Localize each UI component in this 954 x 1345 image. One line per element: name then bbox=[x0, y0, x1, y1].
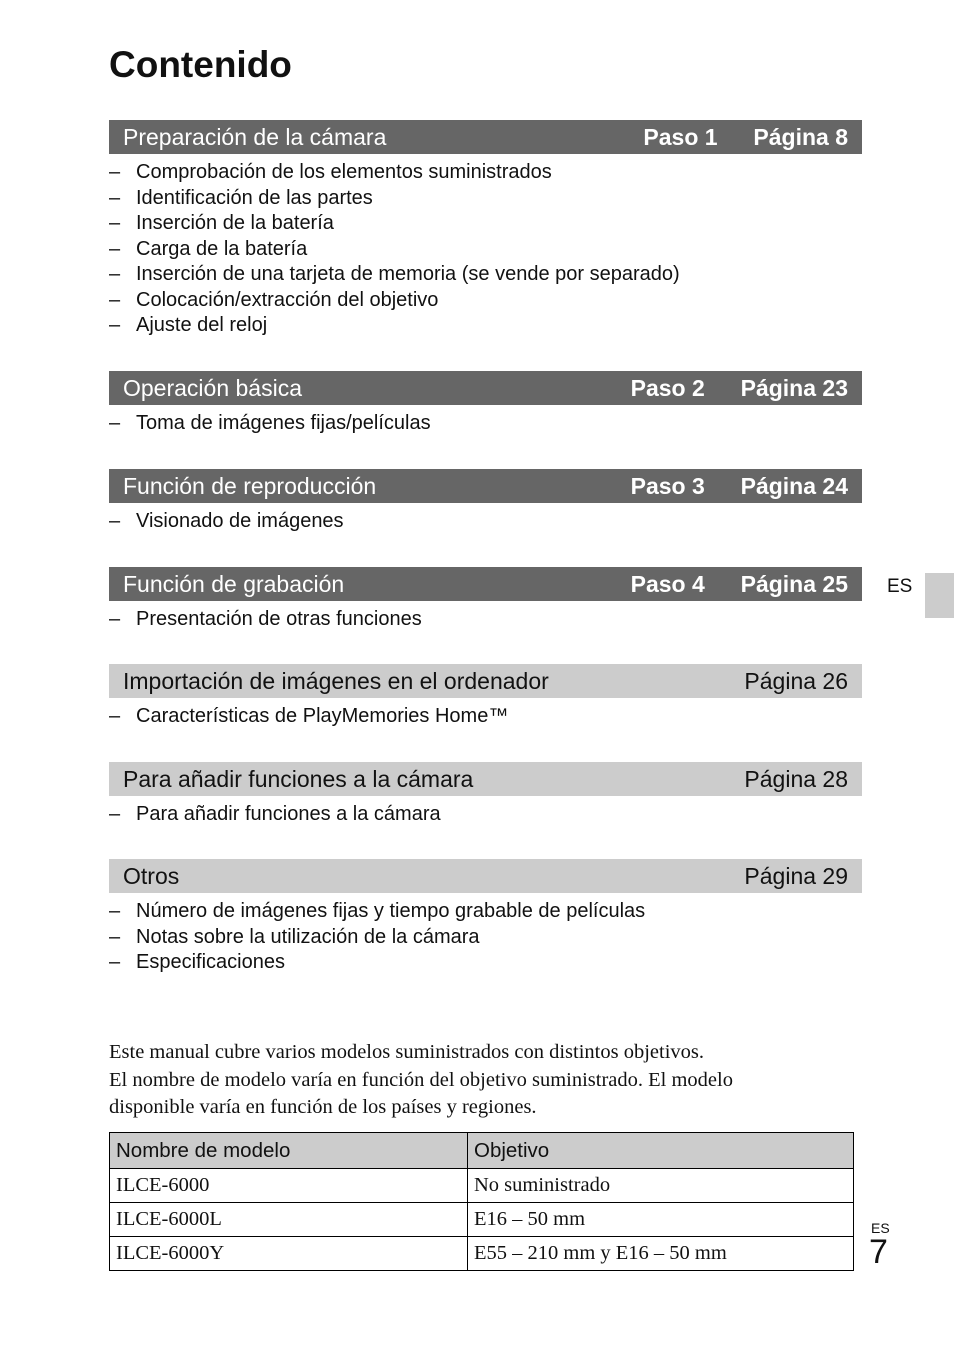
toc-section-funciones bbox=[109, 762, 862, 828]
dash: – bbox=[109, 314, 121, 336]
section-page: Página 28 bbox=[744, 765, 848, 792]
section-header bbox=[109, 469, 862, 503]
list-item-text: Inserción de la batería bbox=[136, 212, 334, 234]
dash: – bbox=[109, 288, 121, 311]
list-item-text: Comprobación de los elementos suministrados bbox=[136, 161, 552, 183]
language-side-tab bbox=[925, 573, 954, 618]
section-items bbox=[109, 899, 862, 976]
table-row bbox=[110, 1203, 854, 1237]
dash: – bbox=[109, 705, 121, 727]
table-header-cell: Objetivo bbox=[468, 1133, 854, 1169]
list-item bbox=[109, 237, 862, 263]
table-cell: ILCE-6000L bbox=[110, 1203, 468, 1237]
list-item-text: Para añadir funciones a la cámara bbox=[136, 803, 441, 825]
section-name: Operación básica bbox=[123, 374, 302, 401]
list-item bbox=[109, 925, 862, 951]
section-items bbox=[109, 704, 862, 730]
section-page: Página 29 bbox=[744, 862, 848, 889]
section-step: Paso 1 bbox=[643, 123, 718, 150]
list-item-text: Identificación de las partes bbox=[136, 186, 373, 209]
section-items bbox=[109, 411, 862, 437]
dash: – bbox=[109, 263, 121, 285]
dash: – bbox=[109, 186, 121, 209]
section-page: Página 26 bbox=[744, 667, 848, 694]
section-items bbox=[109, 802, 862, 828]
list-item bbox=[109, 313, 862, 339]
section-step: Paso 2 bbox=[630, 374, 705, 401]
list-item bbox=[109, 262, 862, 288]
note-line: El nombre de modelo varía en función del objetivo suministrado. El modelo bbox=[109, 1068, 733, 1091]
toc-section-operacion bbox=[109, 371, 862, 437]
note-line: disponible varía en función de los países y regiones. bbox=[109, 1096, 537, 1118]
toc-section-preparacion bbox=[109, 120, 862, 339]
section-header bbox=[109, 371, 862, 405]
dash: – bbox=[109, 925, 121, 948]
dash: – bbox=[109, 951, 121, 973]
page-title: Contenido bbox=[109, 44, 292, 85]
list-item bbox=[109, 704, 862, 730]
list-item bbox=[109, 288, 862, 314]
table-row bbox=[110, 1237, 854, 1271]
section-header bbox=[109, 762, 862, 796]
list-item-text: Toma de imágenes fijas/películas bbox=[136, 412, 431, 434]
dash: – bbox=[109, 237, 121, 260]
list-item-text: Ajuste del reloj bbox=[136, 314, 268, 336]
table-cell: ILCE-6000Y bbox=[110, 1237, 468, 1271]
list-item-text: Número de imágenes fijas y tiempo grabable de películas bbox=[136, 900, 646, 922]
list-item-text: Carga de la batería bbox=[136, 237, 308, 260]
section-name: Para añadir funciones a la cámara bbox=[123, 765, 474, 792]
table-cell: E16 – 50 mm bbox=[468, 1203, 854, 1237]
list-item bbox=[109, 802, 862, 828]
list-item bbox=[109, 607, 862, 633]
dash: – bbox=[109, 161, 121, 183]
section-step: Paso 4 bbox=[630, 570, 705, 597]
list-item-text: Colocación/extracción del objetivo bbox=[136, 288, 439, 311]
section-page: Página 25 bbox=[740, 570, 848, 597]
dash: – bbox=[109, 510, 121, 532]
language-side-label: ES bbox=[887, 576, 913, 597]
page-number: 7 bbox=[869, 1233, 888, 1271]
list-item bbox=[109, 509, 862, 535]
section-name: Preparación de la cámara bbox=[123, 123, 387, 150]
table-cell: ILCE-6000 bbox=[110, 1169, 468, 1203]
list-item bbox=[109, 186, 862, 212]
dash: – bbox=[109, 608, 121, 630]
section-name: Importación de imágenes en el ordenador bbox=[123, 667, 549, 694]
list-item-text: Visionado de imágenes bbox=[136, 510, 344, 532]
section-name: Función de grabación bbox=[123, 570, 345, 597]
table-row bbox=[110, 1169, 854, 1203]
section-page: Página 8 bbox=[753, 123, 848, 150]
dash: – bbox=[109, 212, 121, 234]
list-item bbox=[109, 950, 862, 976]
list-item bbox=[109, 899, 862, 925]
page-language-code: ES bbox=[871, 1220, 890, 1236]
section-header bbox=[109, 664, 862, 698]
model-note bbox=[109, 1039, 829, 1122]
list-item bbox=[109, 160, 862, 186]
table-cell: E55 – 210 mm y E16 – 50 mm bbox=[468, 1237, 854, 1271]
section-header bbox=[109, 120, 862, 154]
table-header-row bbox=[110, 1133, 854, 1169]
list-item-text: Inserción de una tarjeta de memoria (se vende por separado) bbox=[136, 263, 680, 285]
section-items bbox=[109, 509, 862, 535]
toc-section-grabacion bbox=[109, 567, 862, 633]
list-item-text: Notas sobre la utilización de la cámara bbox=[136, 925, 480, 948]
list-item bbox=[109, 411, 862, 437]
toc-section-reproduccion bbox=[109, 469, 862, 535]
section-page: Página 24 bbox=[740, 472, 848, 499]
model-table bbox=[109, 1132, 854, 1271]
list-item-text: Características de PlayMemories Home™ bbox=[136, 705, 509, 727]
note-line: Este manual cubre varios modelos suministrados con distintos objetivos. bbox=[109, 1041, 704, 1063]
dash: – bbox=[109, 803, 121, 825]
list-item bbox=[109, 211, 862, 237]
dash: – bbox=[109, 412, 121, 434]
section-name: Otros bbox=[123, 862, 180, 889]
list-item-text: Presentación de otras funciones bbox=[136, 608, 422, 630]
section-header bbox=[109, 567, 862, 601]
toc-section-otros bbox=[109, 859, 862, 976]
section-step: Paso 3 bbox=[630, 472, 705, 499]
list-item-text: Especificaciones bbox=[136, 951, 285, 973]
table-header-cell: Nombre de modelo bbox=[110, 1133, 468, 1169]
section-header bbox=[109, 859, 862, 893]
section-name: Función de reproducción bbox=[123, 472, 377, 499]
dash: – bbox=[109, 900, 121, 922]
section-items bbox=[109, 160, 862, 339]
section-items bbox=[109, 607, 862, 633]
table-cell: No suministrado bbox=[468, 1169, 854, 1203]
section-page: Página 23 bbox=[740, 374, 848, 401]
toc-section-importacion bbox=[109, 664, 862, 730]
